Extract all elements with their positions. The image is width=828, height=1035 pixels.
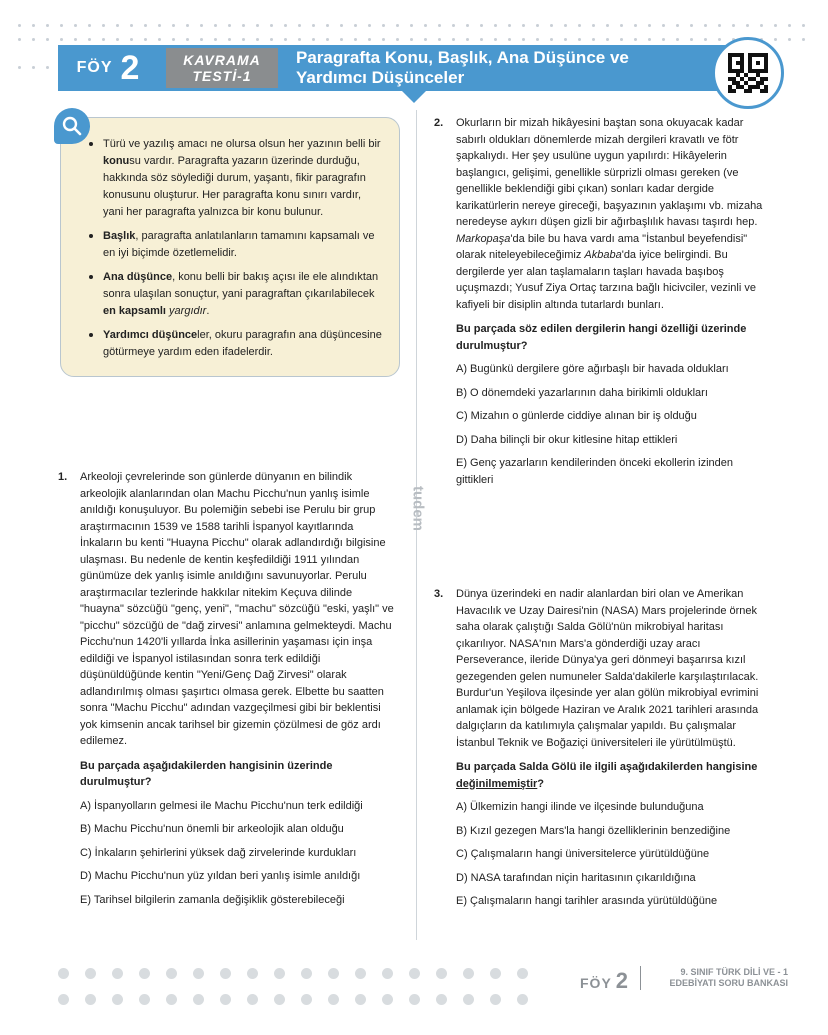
dot (312, 38, 315, 41)
foy-number: 2 (120, 48, 140, 87)
dot (284, 38, 287, 41)
dot (648, 38, 651, 41)
info-item-ana-dusunce: Ana düşünce, konu belli bir bakış açısı ile ele alındıktan sonra ulaşılan sonuçtur, yani paragraftan çıkarılabilecek en kapsamlı yargıdır. (103, 269, 383, 320)
question-passage: Arkeoloji çevrelerinde son günlerde dünyanın en bilindik arkeolojik alanlarından olan Machu Picchu'nun yanlış isimle anıldığı konuşuluyor. Bu polemiğin sebebi ise Perulu bir grup araştırmacının 1539 ve 1588 tarihli İspanyol kayıtlarında İnkaların bu kenti "Huayna Picchu" olarak adlandırdığı bilgisine ulaşması. Bu nedenle de kentin keşfedildiği 1911 yılından günümüze dek yanlış isimle anıldığını savunuyorlar. Perulu araştırmacılar tezlerinde hakkılar nitekim Keçuva dilinde "huayna" sözcüğü "genç, yeni", "machu" sözcüğü "eski, yaşlı" ve "picchu" sözcüğü de "dağ zirvesi" anlamına gelmekteydi. Machu Picchu'nun 1420'li yıllarda İnka asillerinin yaşaması için inşa edildiği ve İspanyol istilasından sonra terk edildiği düşünüldüğünde kentin "Yeni/Genç Dağ Zirvesi" olarak adlandırılmış olması şaşırtıcı olmasa gerek. Elbette bu saatten sonra "Machu Picchu" adından vazgeçilmesi gibi bir beklentisi yok kimsenin ancak tarihsel bir gizemin çözülmesi de göz ardı edilemez. (80, 471, 394, 747)
header-dots-left (18, 66, 49, 69)
page-title (296, 48, 696, 88)
dot (228, 38, 231, 41)
question-number: 3. (434, 588, 444, 600)
header-dots-middle (18, 38, 805, 41)
qr-cell (764, 89, 768, 93)
dot (606, 24, 609, 27)
dot (340, 24, 343, 27)
question-passage: Dünya üzerindeki en nadir alanlardan biri olan ve Amerikan Havacılık ve Uzay Dairesi'nin (NASA) Mars projelerinde örnek saha olarak çalıştığı Salda Gölü'nün mikrobiyal haritası çıkarılıyor. NASA'nın Mars'a gönderdiği uzay aracı Perseverance, ileride Dünya'ya geri dönmeyi başarırsa kızıl gezegenden gelen numuneler Salda'dakilerle karşılaştırılacak. Burdur'un Yeşilova ilçesinde yer alan gölün mikrobiyal evrimini anlamak için bölgede Haziran ve Aralık 2021 tarihleri arasında dalgıçların da katılımıyla çalışmalar yapıldı. Bu çalışmalar İstanbul Teknik ve Boğaziçi üniversiteleri ile yürütülmüştü. (456, 588, 759, 749)
dot (592, 38, 595, 41)
dot (536, 38, 539, 41)
dot (438, 38, 441, 41)
dot (550, 24, 553, 27)
tudem-watermark: tudem (409, 486, 427, 531)
dot (116, 38, 119, 41)
dot (382, 968, 393, 979)
dot (676, 24, 679, 27)
footer-dots-bottom (58, 994, 528, 1005)
test-badge-line2: TESTİ-1 (192, 68, 252, 84)
dot (463, 968, 474, 979)
dot (355, 994, 366, 1005)
question-2 (434, 115, 768, 488)
dot (466, 38, 469, 41)
dot (270, 38, 273, 41)
page-title-line2: Yardımcı Düşünceler (296, 68, 465, 87)
dot (718, 24, 721, 27)
page-title-line1: Paragrafta Konu, Başlık, Ana Düşünce ve (296, 48, 629, 67)
dot (270, 24, 273, 27)
footer-dots-top (58, 968, 528, 979)
dot (18, 38, 21, 41)
dot (172, 38, 175, 41)
dot (228, 24, 231, 27)
dot (88, 38, 91, 41)
option-b[interactable]: B) O dönemdeki yazarlarının daha birikimli oldukları (456, 386, 708, 399)
dot (436, 968, 447, 979)
dot (718, 38, 721, 41)
dot (220, 994, 231, 1005)
qr-code-icon (728, 53, 768, 93)
dot (88, 24, 91, 27)
dot (58, 968, 69, 979)
info-item-yardimci: Yardımcı düşünceler, okuru paragrafın ana düşüncesine götürmeye yardım eden ifadelerdir. (103, 327, 383, 361)
option-b[interactable]: B) Machu Picchu'nun önemli bir arkeolojik alan olduğu (80, 823, 344, 835)
qr-code[interactable] (712, 37, 784, 109)
dot (60, 24, 63, 27)
dot (32, 24, 35, 27)
dot (409, 968, 420, 979)
dot (112, 994, 123, 1005)
option-a[interactable]: A) Ülkemizin hangi ilinde ve ilçesinde bulunduğuna (456, 801, 704, 813)
footer-foy: FÖY 2 (580, 968, 629, 993)
dot (690, 24, 693, 27)
dot (172, 24, 175, 27)
dot (74, 38, 77, 41)
dot (102, 24, 105, 27)
option-a[interactable]: A) Bugünkü dergilere göre ağırbaşlı bir havada oldukları (456, 363, 729, 375)
dot (193, 968, 204, 979)
question-number: 1. (58, 471, 68, 483)
dot (648, 24, 651, 27)
dot (193, 994, 204, 1005)
dot (410, 24, 413, 27)
dot (466, 24, 469, 27)
dot (32, 66, 35, 69)
dot (424, 38, 427, 41)
dot (284, 24, 287, 27)
dot (662, 38, 665, 41)
dot (158, 24, 161, 27)
dot (74, 24, 77, 27)
dot (130, 38, 133, 41)
dot (214, 38, 217, 41)
dot (186, 38, 189, 41)
dot (578, 38, 581, 41)
dot (494, 38, 497, 41)
info-item-konu: Türü ve yazılış amacı ne olursa olsun her yazının belli bir konusu vardır. Paragrafta yazarın üzerinde durduğu, hakkında söz söylediği durum, yaşantı, fikir paragrafın konusunu oluşturur. Her paragrafta konu sınırı vardır, yani her paragrafta yalnızca bir konu bulunur. (103, 136, 383, 221)
dot (606, 38, 609, 41)
dot (578, 24, 581, 27)
dot (760, 24, 763, 27)
option-c[interactable]: C) Çalışmaların hangi üniversitelerce yürütüldüğüne (456, 848, 710, 860)
dot (802, 38, 805, 41)
foy-word: FÖY (76, 59, 113, 76)
option-b[interactable]: B) Kızıl gezegen Mars'la hangi özelliklerinin benzediğine (456, 824, 731, 837)
dot (130, 24, 133, 27)
dot (200, 24, 203, 27)
dot (326, 38, 329, 41)
info-list (103, 136, 383, 368)
option-d[interactable]: D) Machu Picchu'nun yüz yıldan beri yanlış isimle anıldığı (80, 870, 361, 882)
search-icon (54, 108, 90, 144)
dot (690, 38, 693, 41)
dot (256, 38, 259, 41)
dot (494, 24, 497, 27)
dot (139, 994, 150, 1005)
dot (620, 38, 623, 41)
dot (368, 24, 371, 27)
dot (166, 968, 177, 979)
option-e[interactable]: E) Çalışmaların hangi tarihler arasında yürütüldüğüne (456, 895, 718, 907)
dot (355, 968, 366, 979)
dot (662, 24, 665, 27)
dot (242, 38, 245, 41)
dot (144, 38, 147, 41)
dot (490, 968, 501, 979)
header-dots-top (18, 24, 805, 27)
dot (301, 968, 312, 979)
dot (340, 38, 343, 41)
question-3 (434, 586, 770, 910)
dot (517, 994, 528, 1005)
option-d[interactable]: D) Daha bilinçli bir okur kitlesine hitap ettikleri (456, 433, 678, 446)
dot (200, 38, 203, 41)
dot (112, 968, 123, 979)
dot (564, 24, 567, 27)
dot (732, 24, 735, 27)
dot (774, 24, 777, 27)
dot (788, 38, 791, 41)
info-box (60, 117, 400, 377)
test-badge (166, 48, 278, 88)
header-notch (402, 91, 426, 103)
option-e[interactable]: E) Tarihsel bilgilerin zamanla değişiklik gösterebileceği (80, 893, 345, 906)
dot (354, 38, 357, 41)
dot (18, 24, 21, 27)
dot (704, 24, 707, 27)
question-passage: Okurların bir mizah hikâyesini baştan sona okuyacak kadar sabırlı oldukları dönemlerde mizah dergileri kravatlı ve fötr şapkalıydı. Her şey usulüne uygun yapılırdı: Hikâyelerin başlangıcı, gelişimi, genellikle sürprizli olması gereken (ve genellikle beklendiği gibi çıkan) sonları kadar dergide karikatürlerin nereye gireceği, başyazının yaklaşımı vb. mizaha neredeyse aykırı düşen gizli bir ağırbaşlılık havası taşırdı hep. Markopaşa'da bile bu hava vardı ama "İstanbul beyefendisi" olarak niteleyebileceğimiz Akbaba'da iyice belirgindi. Bu dergilerde yer alan taşlamaların taşları havada başıboş uçuşmazdı; Yusuf Ziya Ortaç tarzına bağlı hicivciler, vezinli ve kafiyeli bir disiplin altında tutarlardı bunları. (456, 117, 763, 311)
dot (620, 24, 623, 27)
dot (214, 24, 217, 27)
dot (301, 994, 312, 1005)
dot (85, 994, 96, 1005)
dot (58, 994, 69, 1005)
dot (634, 38, 637, 41)
dot (452, 38, 455, 41)
option-c[interactable]: C) Mizahın o günlerde ciddiye alınan bir iş olduğu (456, 410, 697, 422)
test-badge-line1: KAVRAMA (183, 52, 261, 68)
dot (508, 38, 511, 41)
info-item-baslik: Başlık, paragrafta anlatılanların tamamını kapsamalı ve en iyi biçimde özetlemelidir. (103, 228, 383, 262)
dot (32, 38, 35, 41)
question-stem: Bu parçada Salda Gölü ile ilgili aşağıdakilerden hangisine değinilmemiştir? (456, 761, 758, 790)
dot (536, 24, 539, 27)
dot (438, 24, 441, 27)
dot (274, 968, 285, 979)
footer-book-title: 9. SINIF TÜRK DİLİ VE - 1 EDEBİYATI SORU BANKASI (669, 967, 788, 988)
dot (186, 24, 189, 27)
dot (676, 38, 679, 41)
dot (452, 24, 455, 27)
dot (410, 38, 413, 41)
dot (424, 24, 427, 27)
dot (116, 24, 119, 27)
dot (46, 66, 49, 69)
dot (490, 994, 501, 1005)
dot (298, 24, 301, 27)
dot (704, 38, 707, 41)
dot (508, 24, 511, 27)
dot (102, 38, 105, 41)
dot (18, 66, 21, 69)
dot (46, 38, 49, 41)
dot (220, 968, 231, 979)
dot (382, 994, 393, 1005)
dot (328, 994, 339, 1005)
dot (550, 38, 553, 41)
question-1 (58, 469, 398, 908)
dot (85, 968, 96, 979)
option-a[interactable]: A) İspanyolların gelmesi ile Machu Picchu'nun terk edildiği (80, 799, 363, 812)
dot (522, 38, 525, 41)
dot (396, 24, 399, 27)
dot (328, 968, 339, 979)
dot (247, 968, 258, 979)
dot (522, 24, 525, 27)
dot (802, 24, 805, 27)
dot (256, 24, 259, 27)
question-number: 2. (434, 117, 444, 129)
dot (166, 994, 177, 1005)
dot (274, 994, 285, 1005)
dot (396, 38, 399, 41)
dot (298, 38, 301, 41)
dot (354, 24, 357, 27)
dot (436, 994, 447, 1005)
footer-separator (640, 966, 641, 990)
dot (312, 24, 315, 27)
dot (463, 994, 474, 1005)
dot (592, 24, 595, 27)
dot (746, 24, 749, 27)
question-stem: Bu parçada aşağıdakilerden hangisinin üzerinde durulmuştur? (80, 759, 333, 788)
option-c[interactable]: C) İnkaların şehirlerini yüksek dağ zirvelerinde kurdukları (80, 846, 357, 859)
question-stem: Bu parçada söz edilen dergilerin hangi özelliği üzerinde durulmuştur? (456, 323, 747, 352)
dot (326, 24, 329, 27)
dot (144, 24, 147, 27)
dot (46, 24, 49, 27)
dot (242, 24, 245, 27)
dot (634, 24, 637, 27)
dot (480, 38, 483, 41)
dot (368, 38, 371, 41)
dot (480, 24, 483, 27)
dot (60, 38, 63, 41)
dot (517, 968, 528, 979)
dot (382, 38, 385, 41)
dot (564, 38, 567, 41)
option-d[interactable]: D) NASA tarafından niçin haritasının çıkarıldığına (456, 871, 696, 884)
foy-badge (58, 45, 158, 91)
dot (158, 38, 161, 41)
dot (139, 968, 150, 979)
dot (409, 994, 420, 1005)
dot (247, 994, 258, 1005)
dot (774, 38, 777, 41)
dot (382, 24, 385, 27)
option-e[interactable]: E) Genç yazarların kendilerinden önceki ekollerin izinden gittikleri (456, 457, 733, 486)
dot (788, 24, 791, 27)
